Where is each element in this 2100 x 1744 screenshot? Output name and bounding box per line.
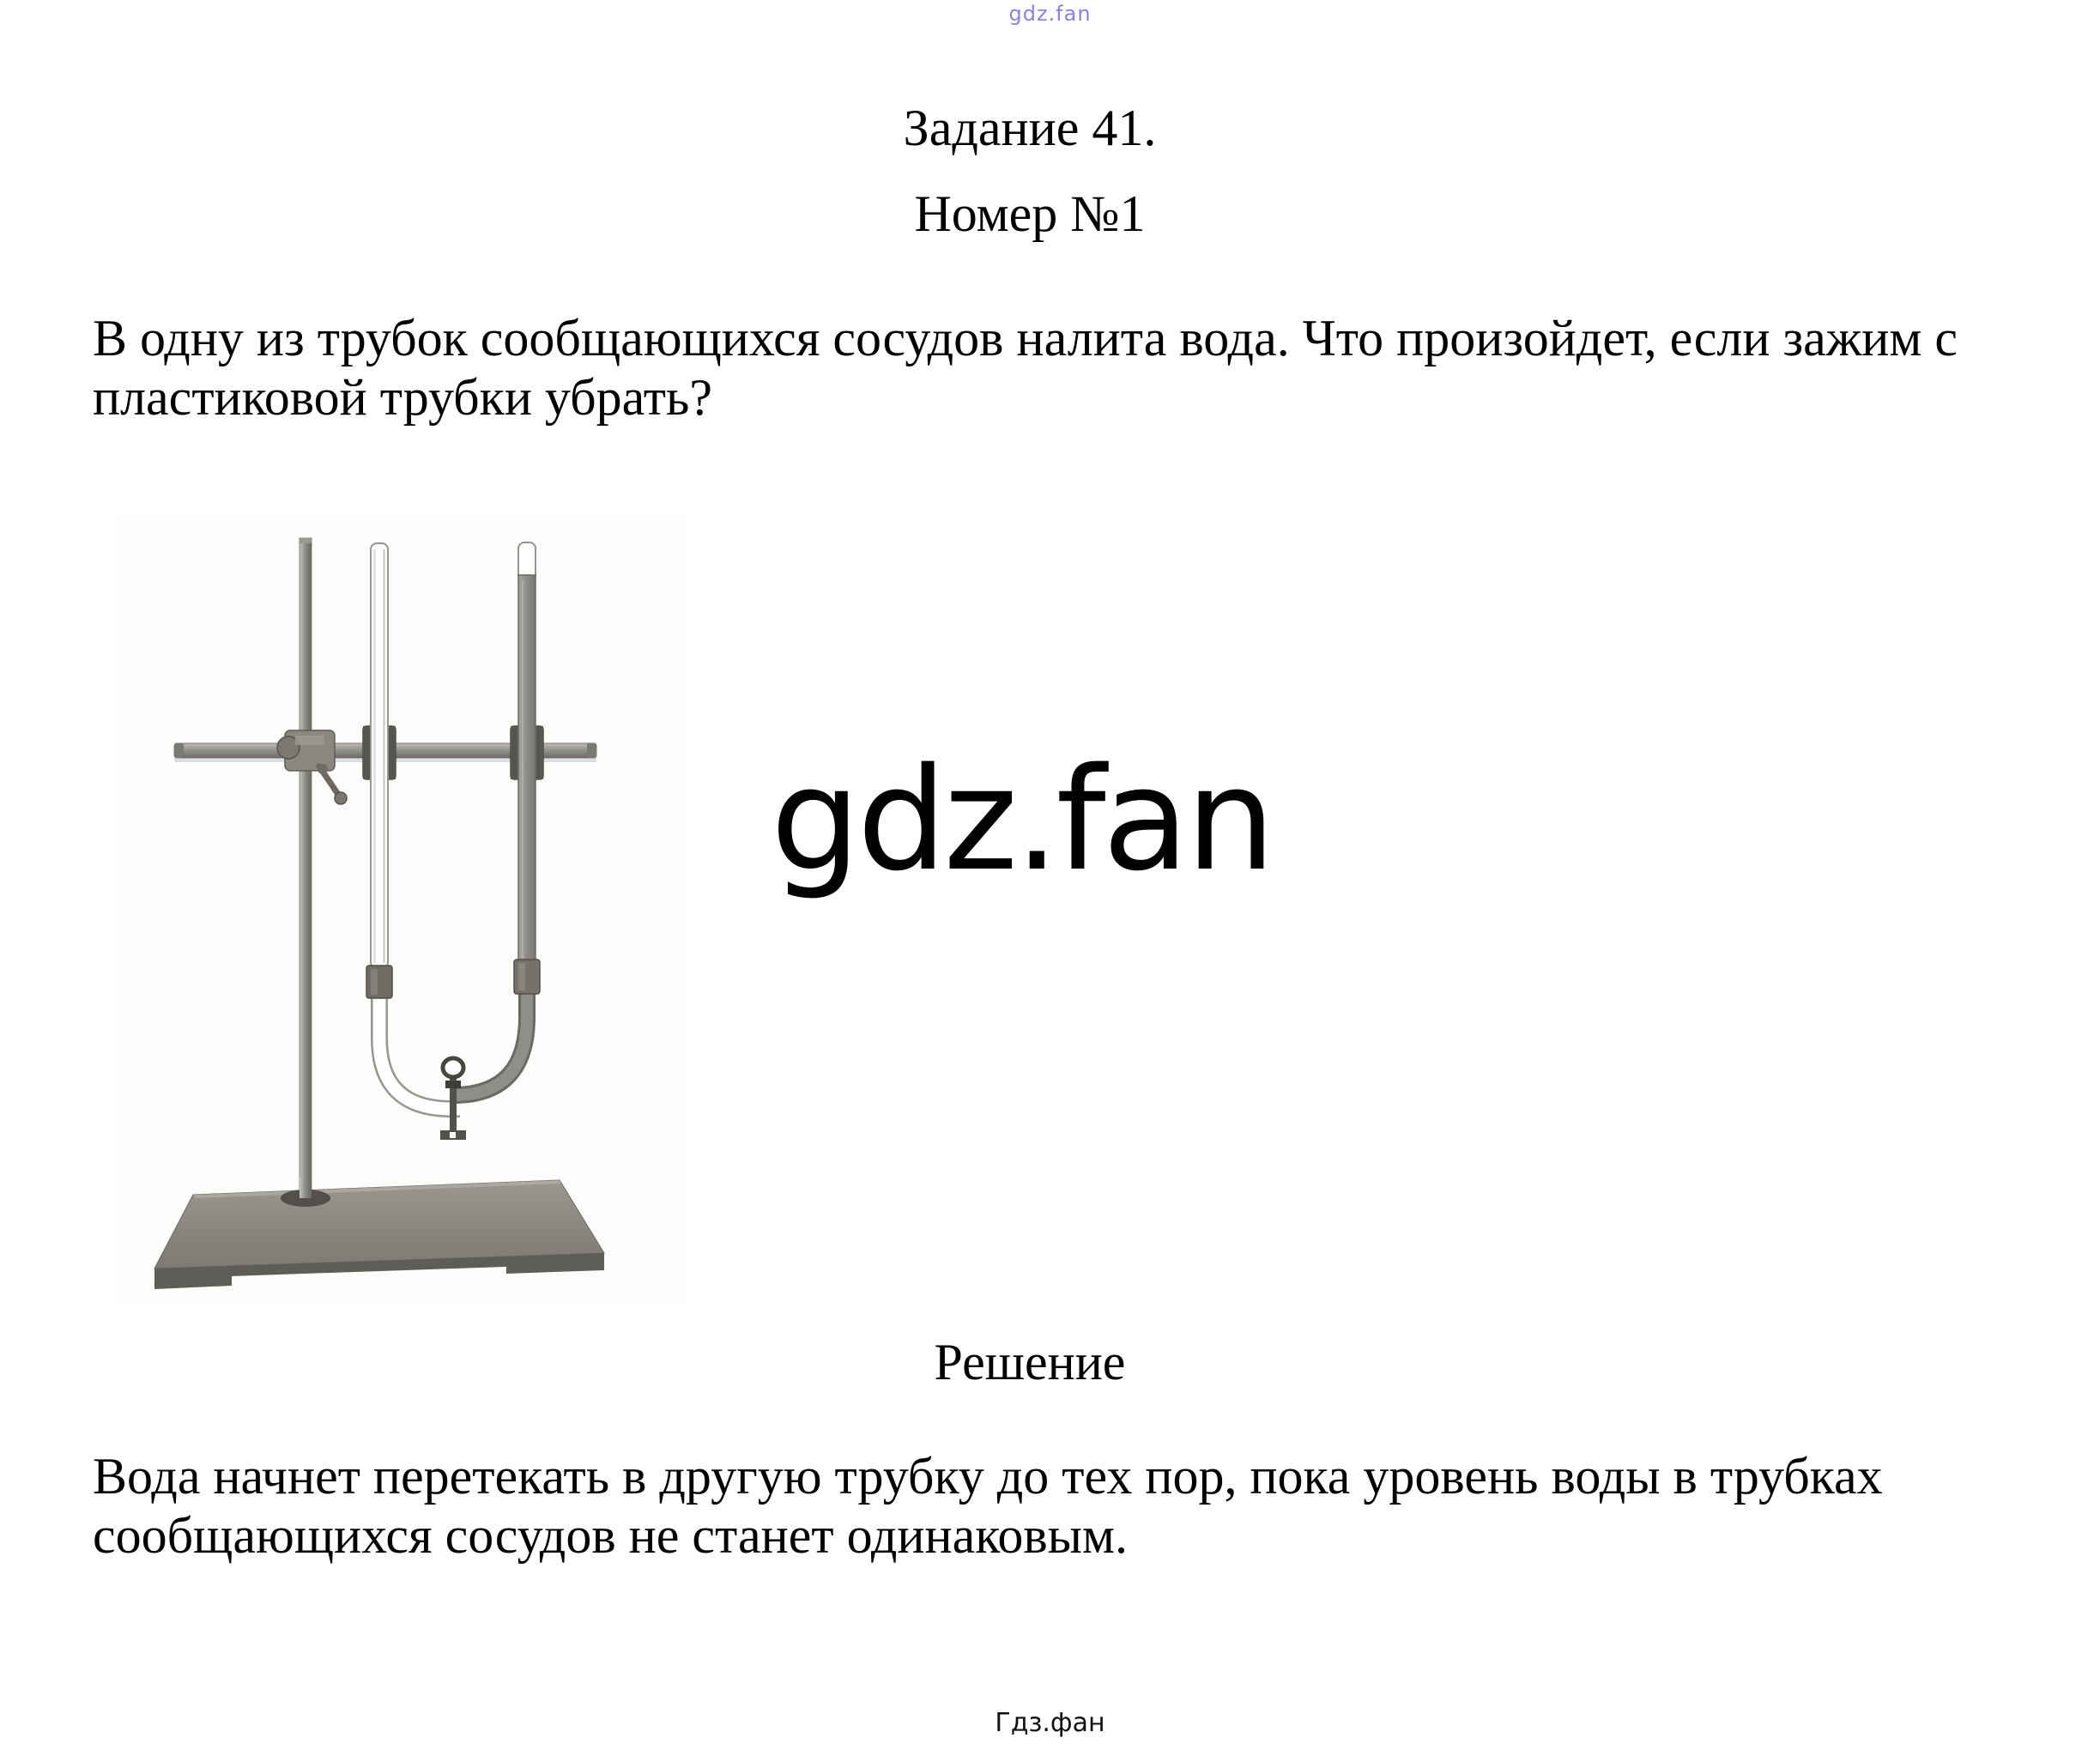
left-glass-tube bbox=[371, 543, 388, 968]
problem-text: В одну из трубок сообщающихся сосудов налита вода. Что произойдет, если зажим с пластиковой трубки убрать? bbox=[93, 310, 1958, 426]
solution-text: Вода начнет перетекать в другую трубку до тех пор, пока уровень воды в трубках сообщающихся сосудов не станет одинаковым. bbox=[93, 1448, 1883, 1564]
site-watermark: gdz.fan bbox=[771, 737, 1273, 902]
left-tube-connector bbox=[366, 966, 392, 998]
right-tube-connector bbox=[514, 960, 540, 994]
lab-stand-illustration bbox=[120, 515, 687, 1305]
right-water-tube bbox=[518, 542, 536, 963]
footer-site-name: Гдз.фан bbox=[995, 1708, 1105, 1738]
task-title: Задание 41. bbox=[903, 100, 1157, 156]
solution-heading: Решение bbox=[934, 1334, 1126, 1390]
task-number: Номер №1 bbox=[914, 185, 1146, 242]
top-watermark: gdz.fan bbox=[1008, 2, 1092, 26]
apparatus-figure bbox=[120, 515, 687, 1305]
